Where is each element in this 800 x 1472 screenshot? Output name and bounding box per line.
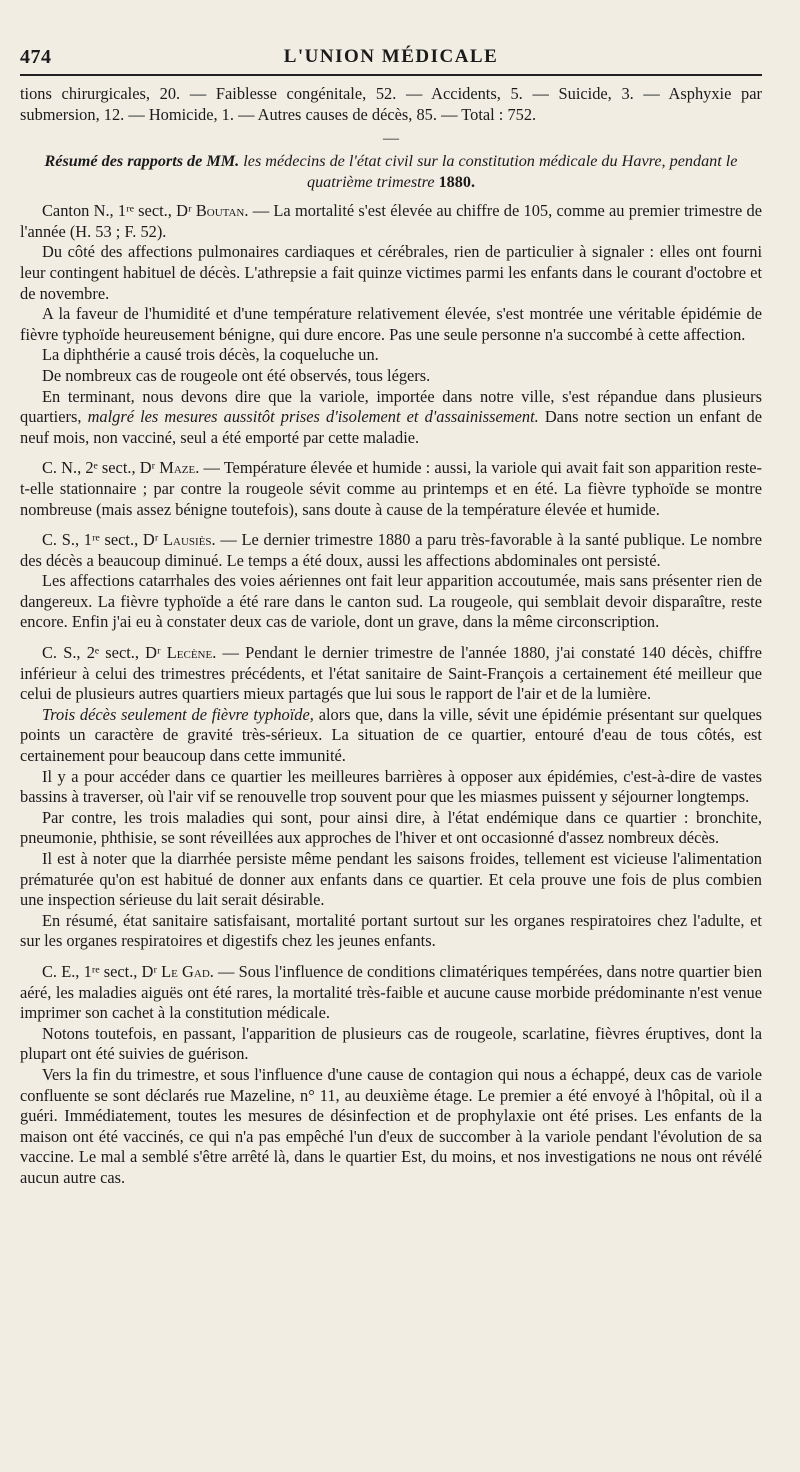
paragraph: Les affections catarrhales des voies aériennes ont fait leur apparition accoutumée, mais sans présenter rien de dangereux. La fièvre typhoïde a été rare dans le canton sud. La rougeole, qui semblait devoir disparaître, reste encore. Enfin j'ai eu à constater deux cas de variole, dont un grave, dans la même circonscription. [20,571,762,632]
report-text: — Température élevée et humide : aussi, la variole qui avait fait son apparition reste-t-elle stationnaire ; par contre la rougeole sévit comme au printemps et en été. La fièvre typhoïde se montre nombreuse (mais assez bénigne toutefois), sans doute à cause de la température élevée et humide. [20,458,762,519]
report-paragraph-le-gad [20,962,762,1024]
doctor-name: Lecène. [166,643,217,663]
paragraph: Vers la fin du trimestre, et sous l'influence d'une cause de contagion qui nous a échappé, deux cas de variole confluente se sont déclarés rue Mazeline, n° 11, au deuxième étage. Le premier a été envoyé à l'hôpital, où il a guéri. Immédiatement, toutes les mesures de désinfection et de prophylaxie ont été prises. Les enfants de la maison ont été vaccinés, ce qui n'a pas empêché l'un d'eux de succomber à la variole pendant l'évolution de sa vaccine. Le mal a semblé s'être arrêté là, dans le quartier Est, du moins, et nos investigations ne nous ont révélé aucun autre cas. [20,1064,762,1187]
paragraph: A la faveur de l'humidité et d'une température relativement élevée, s'est montrée une véritable épidémie de fièvre typhoïde heureusement bénigne, qui dure encore. Pas une seule personne n'a succombé à cette affection. [20,304,762,344]
doctor-name: Boutan. [195,201,249,221]
paragraph: Il y a pour accéder dans ce quartier les meilleures barrières à opposer aux épidémies, c'est-à-dire de vastes bassins à traverser, où l'air vif se renouvelle trop souvent pour que les miasmes puissent y séjourner longtemps. [20,766,762,807]
paragraph: Par contre, les trois maladies qui sont, pour ainsi dire, à l'état endémique dans ce quartier : bronchite, pneumonie, phthisie, se sont réveillées aux approches de l'hiver et ont occasionné d'assez nombreux décès. [20,807,762,848]
section-heading [20,151,762,193]
section-heading-lead: Résumé des rapports de MM. [44,152,240,171]
paragraph: De nombreux cas de rougeole ont été observés, tous légers. [42,365,431,385]
report-text: — La mortalité s'est élevée au chiffre de 105, comme au premier trimestre de l'année (H. 53 ; F. 52). [20,201,762,241]
paragraph-text: Dans notre section un enfant de neuf mois, non vacciné, seul a été emporté par cette maladie. [20,407,762,447]
report-prefix: C. S., 2ᵉ sect., Dʳ [42,643,167,663]
paragraph [20,705,762,767]
paragraph: En résumé, état sanitaire satisfaisant, mortalité portant surtout sur les organes respiratoires chez l'adulte, et sur les organes respiratoires et digestifs chez les jeunes enfants. [20,910,762,951]
report-prefix: C. E., 1ʳᵉ sect., Dʳ [42,961,162,981]
doctor-name: Maze. [159,458,200,478]
report-text: — Pendant le dernier trimestre de l'année 1880, j'ai constaté 140 décès, chiffre inférieur à celui des trimestres précédents, et l'état sanitaire de Saint-François a certainement été meilleur que celui de plusieurs autres quartiers mieux partagés que lui sous le rapport de l'air et de la lumière. [20,643,762,704]
paragraph: Notons toutefois, en passant, l'apparition de plusieurs cas de rougeole, scarlatine, fièvres éruptives, dont la plupart ont été suivies de guérison. [20,1023,762,1064]
paragraph [20,387,762,449]
report-text: — Le dernier trimestre 1880 a paru très-favorable à la santé publique. Le nombre des décès a beaucoup diminué. Le temps a été doux, aussi les affections abdominales ont persisté. [20,530,762,570]
paragraph: Il est à noter que la diarrhée persiste même pendant les saisons froides, tellement est vicieuse l'alimentation prématurée qu'on est habitué de donner aux enfants dans ce quartier. Et cela prouve une fois de plus combien une inspection sérieuse du lait serait désirable. [20,849,762,910]
italic-text: malgré les mesures aussitôt prises d'isolement et d'assainissement. [87,407,539,427]
running-title: L'UNION MÉDICALE [283,46,499,67]
report-prefix: C. S., 1ʳᵉ sect., Dʳ [42,530,164,550]
report-paragraph-lausies [20,530,762,571]
section-separator: — [383,130,399,148]
italic-text: Trois décès seulement de fièvre typhoïde, [42,704,314,724]
report-prefix: C. N., 2ᵉ sect., Dʳ [42,458,160,478]
paragraph-text: En terminant, nous devons dire que la variole, importée dans notre ville, s'est répandue dans plusieurs quartiers, [20,386,762,427]
opening-paragraph: tions chirurgicales, 20. — Faiblesse congénitale, 52. — Accidents, 5. — Suicide, 3. — Asphyxie par submersion, 12. — Homicide, 1. — Autres causes de décès, 85. — Total : 752. [20,84,762,124]
report-paragraph-lecene [20,643,762,705]
report-paragraph-maze [20,458,762,520]
section-heading-rest: les médecins de l'état civil sur la constitution médicale du Havre, pendant le quatrième trimestre [239,152,738,192]
paragraph: La diphthérie a causé trois décès, la coqueluche un. [42,345,379,365]
report-text: — Sous l'influence de conditions climatériques tempérées, dans notre quartier bien aéré, les maladies aiguës ont été rares, la mortalité très-faible et aucune cause morbide prédominante n'est venue imprimer son cachet à la constitution médicale. [20,961,763,1023]
page-header [20,38,762,76]
section-heading-year: 1880. [438,173,475,192]
paragraph: Du côté des affections pulmonaires cardiaques et cérébrales, rien de particulier à signaler : elles ont fourni leur contingent habituel de décès. L'athrepsie a fait quinze victimes parmi les enfants dans le courant d'octobre et de novembre. [20,242,762,303]
report-paragraph-boutan [20,201,762,242]
doctor-name: Lausiès. [163,530,216,550]
doctor-name: Le Gad. [161,961,214,981]
report-prefix: Canton N., 1ʳᵉ sect., Dʳ [42,201,196,221]
paragraph-text: alors que, dans la ville, sévit une épidémie présentant sur quelques points un caractère de gravité très-sérieux. La situation de ce quartier, entouré d'eau de tous côtés, est certainement pour beaucoup dans cette immunité. [20,704,762,766]
article-body [20,84,762,1189]
page-number: 474 [20,46,52,68]
